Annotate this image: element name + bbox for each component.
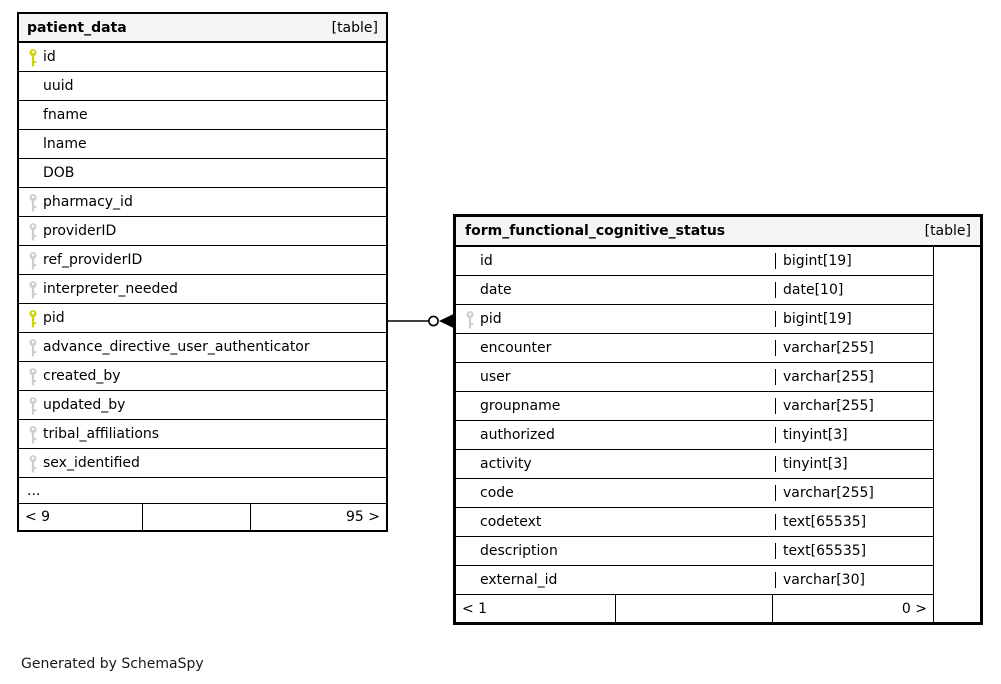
pager-prev[interactable]: < 9 [19, 504, 143, 530]
foreign-key-icon [28, 454, 38, 473]
column-name: date [480, 282, 512, 298]
table-title[interactable]: form_functional_cognitive_status [465, 223, 726, 239]
column-name: uuid [43, 78, 74, 94]
table-tag: [table] [924, 223, 971, 239]
column-name: pid [480, 311, 502, 327]
pager-mid [616, 595, 773, 622]
foreign-key-icon [28, 222, 38, 241]
table-header[interactable] [456, 217, 980, 247]
column-name: created_by [43, 368, 121, 384]
column-row-codetext [456, 508, 933, 537]
column-name: fname [43, 107, 88, 123]
table-pager [456, 595, 933, 622]
foreign-key-icon [465, 310, 475, 329]
column-row-id [456, 247, 933, 276]
table-header[interactable] [19, 14, 386, 43]
column-name: pid [43, 310, 65, 326]
column-name: id [480, 253, 493, 269]
table-pager [19, 504, 386, 530]
column-row-fname [19, 101, 386, 130]
primary-key-icon [28, 309, 38, 328]
column-name: groupname [480, 398, 561, 414]
column-name: interpreter_needed [43, 281, 178, 297]
column-row-external-id [456, 566, 933, 595]
column-name: encounter [480, 340, 552, 356]
column-name: authorized [480, 427, 555, 443]
foreign-key-icon [28, 367, 38, 386]
relationship-arrowhead [439, 314, 453, 328]
column-name: tribal_affiliations [43, 426, 160, 442]
foreign-key-icon [28, 280, 38, 299]
pager-mid [143, 504, 251, 530]
column-name: user [480, 369, 511, 385]
column-row-dob [19, 159, 386, 188]
column-row-date [456, 276, 933, 305]
column-row-created-by [19, 362, 386, 391]
column-type: varchar[255] [775, 369, 933, 385]
column-name: ref_providerID [43, 252, 143, 268]
foreign-key-icon [28, 251, 38, 270]
column-row-code [456, 479, 933, 508]
column-type: varchar[255] [775, 340, 933, 356]
table-tag: [table] [331, 19, 378, 36]
column-row-sex-identified [19, 449, 386, 478]
columns-ellipsis: ... [19, 478, 386, 504]
column-row-activity [456, 450, 933, 479]
column-type: bigint[19] [775, 311, 933, 327]
column-row-ref-providerid [19, 246, 386, 275]
column-row-description [456, 537, 933, 566]
column-name: sex_identified [43, 455, 140, 471]
pager-next[interactable]: 95 > [346, 509, 380, 525]
column-type: text[65535] [775, 514, 933, 530]
foreign-key-icon [28, 396, 38, 415]
column-name: codetext [480, 514, 542, 530]
table-node-form-functional-cognitive-status[interactable] [453, 214, 983, 625]
related-keys-column [933, 247, 980, 622]
column-row-authorized [456, 421, 933, 450]
primary-key-icon [28, 48, 38, 67]
column-row-tribal-affiliations [19, 420, 386, 449]
column-name: activity [480, 456, 532, 472]
column-row-id [19, 43, 386, 72]
column-type: tinyint[3] [775, 456, 933, 472]
column-name: advance_directive_user_authenticator [43, 339, 310, 355]
relationship-circle-end [429, 316, 438, 325]
column-name: external_id [480, 572, 558, 588]
column-row-pid [456, 305, 933, 334]
column-name: lname [43, 136, 87, 152]
generated-by-note: Generated by SchemaSpy [21, 656, 204, 672]
column-row-user [456, 363, 933, 392]
column-row-lname [19, 130, 386, 159]
column-type: text[65535] [775, 543, 933, 559]
foreign-key-icon [28, 193, 38, 212]
column-name: updated_by [43, 397, 126, 413]
column-type: varchar[255] [775, 485, 933, 501]
column-row-groupname [456, 392, 933, 421]
column-type: tinyint[3] [775, 427, 933, 443]
column-row-interpreter-needed [19, 275, 386, 304]
column-row-advance-directive [19, 333, 386, 362]
foreign-key-icon [28, 425, 38, 444]
column-row-uuid [19, 72, 386, 101]
pager-prev[interactable]: < 1 [456, 595, 616, 622]
relationship-connector-pid [386, 309, 456, 333]
column-row-updated-by [19, 391, 386, 420]
column-name: pharmacy_id [43, 194, 133, 210]
foreign-key-icon [28, 338, 38, 357]
column-name: id [43, 49, 56, 65]
column-name: providerID [43, 223, 117, 239]
table-node-patient-data[interactable] [17, 12, 388, 532]
table-title[interactable]: patient_data [27, 19, 127, 36]
column-row-pharmacy-id [19, 188, 386, 217]
column-type: varchar[255] [775, 398, 933, 414]
column-name: code [480, 485, 514, 501]
column-name: description [480, 543, 558, 559]
column-row-encounter [456, 334, 933, 363]
column-row-providerid [19, 217, 386, 246]
column-name: DOB [43, 165, 75, 181]
column-row-pid [19, 304, 386, 333]
column-type: varchar[30] [775, 572, 933, 588]
pager-next[interactable]: 0 > [901, 600, 927, 617]
column-type: bigint[19] [775, 253, 933, 269]
column-type: date[10] [775, 282, 933, 298]
